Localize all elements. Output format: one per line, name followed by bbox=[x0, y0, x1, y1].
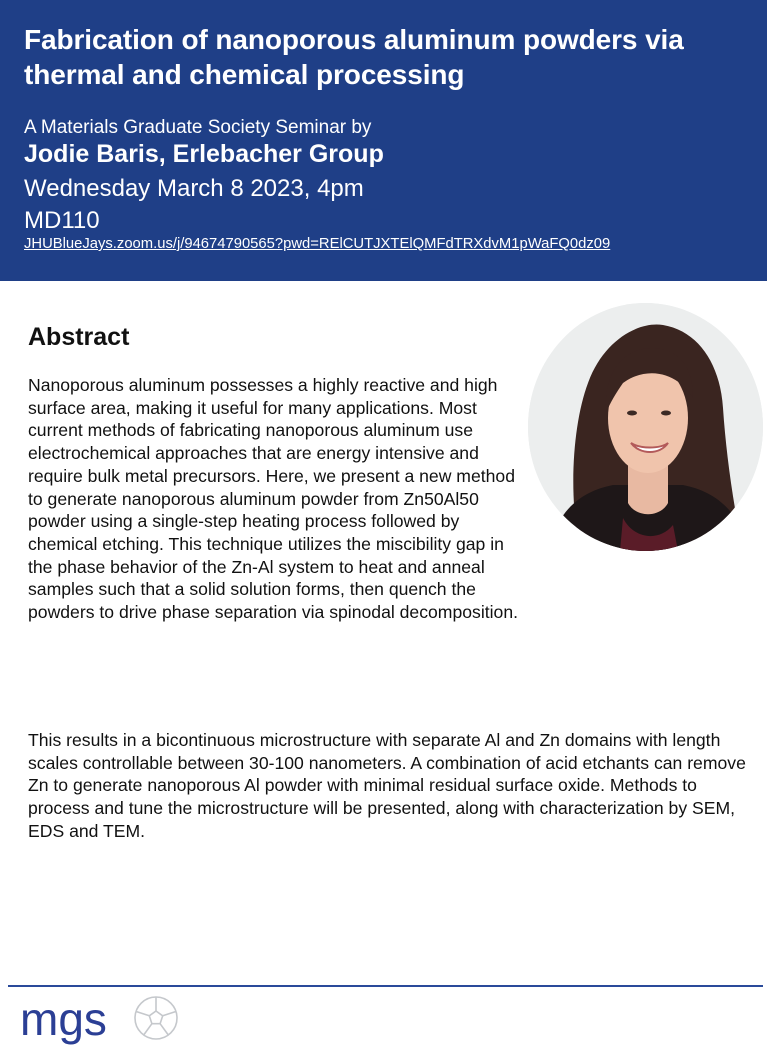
zoom-link[interactable]: JHUBlueJays.zoom.us/j/94674790565?pwd=RElCUTJXTElQMFdTRXdvM1pWaFQ0dz09 bbox=[24, 236, 611, 252]
footer-divider bbox=[8, 985, 763, 987]
seminar-subtitle: A Materials Graduate Society Seminar by bbox=[24, 117, 372, 138]
mgs-logo bbox=[20, 992, 185, 1046]
abstract-paragraph-1: Nanoporous aluminum possesses a highly reactive and high surface area, making it useful for many applications. Most current methods of fabricating nanoporous aluminum use electrochemical approaches that are energy intensive and require bulk metal precursors. Here, we present a new method to generate nanoporous aluminum powder from Zn50Al50 powder using a single-step heating process followed by chemical etching. This technique utilizes the miscibility gap in the phase behavior of the Zn-Al system to heat and anneal samples such that a solid solution forms, then quench the powders to drive phase separation via spinodal decomposition. bbox=[28, 375, 518, 623]
seminar-title: Fabrication of nanoporous aluminum powders via thermal and chemical processing bbox=[24, 24, 684, 90]
soccer-ball-icon bbox=[135, 997, 177, 1039]
seminar-datetime: Wednesday March 8 2023, 4pm bbox=[24, 175, 364, 202]
logo-text: mgs bbox=[20, 993, 107, 1045]
abstract-paragraph-2: This results in a bicontinuous microstructure with separate Al and Zn domains with length scales controllable between 30-100 nanometers. A combination of acid etchants can remove Zn to generate nanoporous Al powder with minimal residual surface oxide. Methods to process and tune the microstructure will be presented, along with characterization by SEM, EDS and TEM. bbox=[28, 730, 746, 841]
header-banner bbox=[0, 0, 767, 281]
seminar-room: MD110 bbox=[24, 207, 100, 234]
speaker-name: Jodie Baris, Erlebacher Group bbox=[24, 140, 384, 168]
abstract-heading: Abstract bbox=[28, 323, 130, 351]
speaker-photo bbox=[528, 303, 763, 551]
